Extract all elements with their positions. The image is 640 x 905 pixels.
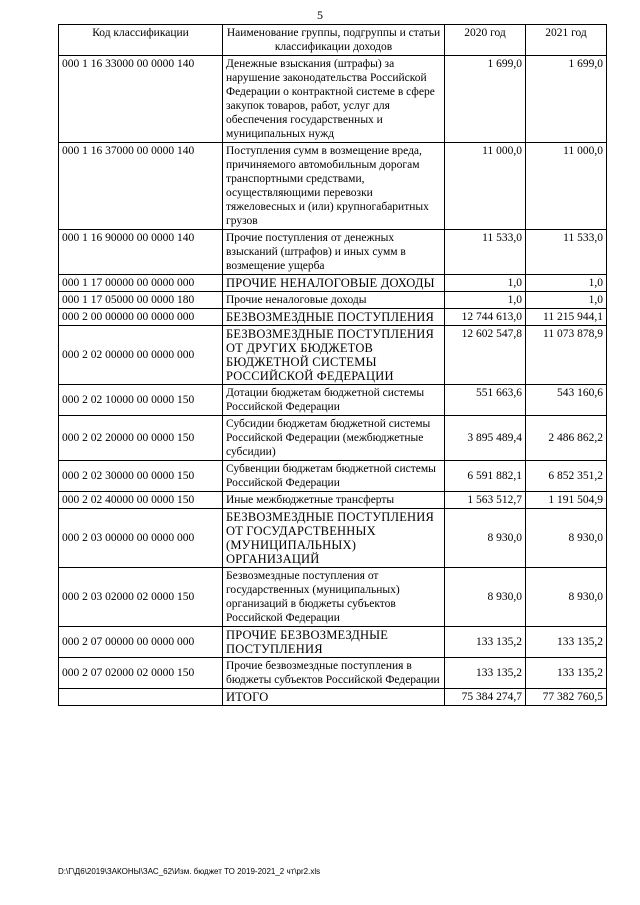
row-value-2020: 133 135,2 xyxy=(445,627,526,658)
row-name: Прочие поступления от денежных взысканий (штрафов) и иных сумм в возмещение ущерба xyxy=(223,230,445,275)
row-value-2020: 1 563 512,7 xyxy=(445,492,526,509)
row-name: БЕЗВОЗМЕЗДНЫЕ ПОСТУПЛЕНИЯ ОТ ГОСУДАРСТВЕННЫХ (МУНИЦИПАЛЬНЫХ) ОРГАНИЗАЦИЙ xyxy=(223,509,445,568)
row-value-2020: 1 699,0 xyxy=(445,56,526,143)
row-code: 000 1 17 00000 00 0000 000 xyxy=(59,275,223,292)
table-row xyxy=(59,275,607,292)
table-row xyxy=(59,568,607,627)
row-value-2020: 12 602 547,8 xyxy=(445,326,526,385)
table-row xyxy=(59,143,607,230)
row-code xyxy=(59,689,223,706)
row-value-2021: 2 486 862,2 xyxy=(526,416,607,461)
header-2021: 2021 год xyxy=(526,25,607,56)
row-value-2020: 3 895 489,4 xyxy=(445,416,526,461)
row-name: БЕЗВОЗМЕЗДНЫЕ ПОСТУПЛЕНИЯ xyxy=(223,309,445,326)
row-value-2020: 133 135,2 xyxy=(445,658,526,689)
row-name: Дотации бюджетам бюджетной системы Российской Федерации xyxy=(223,385,445,416)
row-value-2021: 133 135,2 xyxy=(526,627,607,658)
total-value-2020: 75 384 274,7 xyxy=(445,689,526,706)
row-name: Прочие неналоговые доходы xyxy=(223,292,445,309)
table-row xyxy=(59,416,607,461)
table-row xyxy=(59,385,607,416)
revenue-table xyxy=(58,24,607,706)
row-code: 000 1 16 90000 00 0000 140 xyxy=(59,230,223,275)
row-value-2020: 12 744 613,0 xyxy=(445,309,526,326)
row-value-2021: 1 699,0 xyxy=(526,56,607,143)
row-name: Иные межбюджетные трансферты xyxy=(223,492,445,509)
row-value-2020: 6 591 882,1 xyxy=(445,461,526,492)
row-value-2020: 8 930,0 xyxy=(445,509,526,568)
row-name: ПРОЧИЕ БЕЗВОЗМЕЗДНЫЕ ПОСТУПЛЕНИЯ xyxy=(223,627,445,658)
row-value-2020: 1,0 xyxy=(445,292,526,309)
row-name: Денежные взыскания (штрафы) за нарушение законодательства Российской Федерации о контрактной системе в сфере закупок товаров, работ, услуг для обеспечения государственных и муниципальных нужд xyxy=(223,56,445,143)
row-value-2020: 1,0 xyxy=(445,275,526,292)
row-name: БЕЗВОЗМЕЗДНЫЕ ПОСТУПЛЕНИЯ ОТ ДРУГИХ БЮДЖЕТОВ БЮДЖЕТНОЙ СИСТЕМЫ РОССИЙСКОЙ ФЕДЕРАЦИИ xyxy=(223,326,445,385)
row-code: 000 2 07 00000 00 0000 000 xyxy=(59,627,223,658)
table-row xyxy=(59,509,607,568)
page-number: 5 xyxy=(317,8,323,22)
total-row xyxy=(59,689,607,706)
row-code: 000 1 16 33000 00 0000 140 xyxy=(59,56,223,143)
row-code: 000 1 16 37000 00 0000 140 xyxy=(59,143,223,230)
row-code: 000 2 07 02000 02 0000 150 xyxy=(59,658,223,689)
row-code: 000 2 02 40000 00 0000 150 xyxy=(59,492,223,509)
row-value-2021: 133 135,2 xyxy=(526,658,607,689)
row-name: Субсидии бюджетам бюджетной системы Российской Федерации (межбюджетные субсидии) xyxy=(223,416,445,461)
row-value-2020: 11 000,0 xyxy=(445,143,526,230)
table-row xyxy=(59,309,607,326)
row-value-2021: 1 191 504,9 xyxy=(526,492,607,509)
row-value-2020: 11 533,0 xyxy=(445,230,526,275)
row-code: 000 2 02 30000 00 0000 150 xyxy=(59,461,223,492)
table-row xyxy=(59,56,607,143)
table-row xyxy=(59,627,607,658)
row-value-2021: 11 533,0 xyxy=(526,230,607,275)
row-value-2021: 11 000,0 xyxy=(526,143,607,230)
table-row xyxy=(59,230,607,275)
row-value-2020: 551 663,6 xyxy=(445,385,526,416)
table-row xyxy=(59,461,607,492)
total-value-2021: 77 382 760,5 xyxy=(526,689,607,706)
row-value-2021: 1,0 xyxy=(526,275,607,292)
row-value-2021: 8 930,0 xyxy=(526,568,607,627)
header-2020: 2020 год xyxy=(445,25,526,56)
row-name: Поступления сумм в возмещение вреда, причиняемого автомобильным дорогам транспортными средствами, осуществляющими перевозки тяжеловесных и (или) крупногабаритных грузов xyxy=(223,143,445,230)
table-row xyxy=(59,292,607,309)
table-row xyxy=(59,326,607,385)
row-value-2021: 8 930,0 xyxy=(526,509,607,568)
row-code: 000 2 02 00000 00 0000 000 xyxy=(59,326,223,385)
row-code: 000 2 03 00000 00 0000 000 xyxy=(59,509,223,568)
row-name: ПРОЧИЕ НЕНАЛОГОВЫЕ ДОХОДЫ xyxy=(223,275,445,292)
row-value-2021: 11 215 944,1 xyxy=(526,309,607,326)
table-header-row xyxy=(59,25,607,56)
header-code: Код классификации xyxy=(59,25,223,56)
row-value-2021: 1,0 xyxy=(526,292,607,309)
header-name: Наименование группы, подгруппы и статьи классификации доходов xyxy=(223,25,445,56)
table-row xyxy=(59,492,607,509)
row-code: 000 2 02 10000 00 0000 150 xyxy=(59,385,223,416)
row-name: Прочие безвозмездные поступления в бюджеты субъектов Российской Федерации xyxy=(223,658,445,689)
row-value-2021: 11 073 878,9 xyxy=(526,326,607,385)
row-name: Субвенции бюджетам бюджетной системы Российской Федерации xyxy=(223,461,445,492)
file-path-footer: D:\Г\Д6\2019\ЗАКОНЫ\ЗАС_62\Изм. бюджет ТО 2019-2021_2 чт\рr2.xls xyxy=(58,867,321,876)
row-code: 000 2 00 00000 00 0000 000 xyxy=(59,309,223,326)
row-name: Безвозмездные поступления от государственных (муниципальных) организаций в бюджеты субъектов Российской Федерации xyxy=(223,568,445,627)
table-row xyxy=(59,658,607,689)
row-value-2021: 543 160,6 xyxy=(526,385,607,416)
total-label: ИТОГО xyxy=(223,689,445,706)
row-code: 000 2 03 02000 02 0000 150 xyxy=(59,568,223,627)
row-code: 000 1 17 05000 00 0000 180 xyxy=(59,292,223,309)
row-code: 000 2 02 20000 00 0000 150 xyxy=(59,416,223,461)
row-value-2021: 6 852 351,2 xyxy=(526,461,607,492)
row-value-2020: 8 930,0 xyxy=(445,568,526,627)
